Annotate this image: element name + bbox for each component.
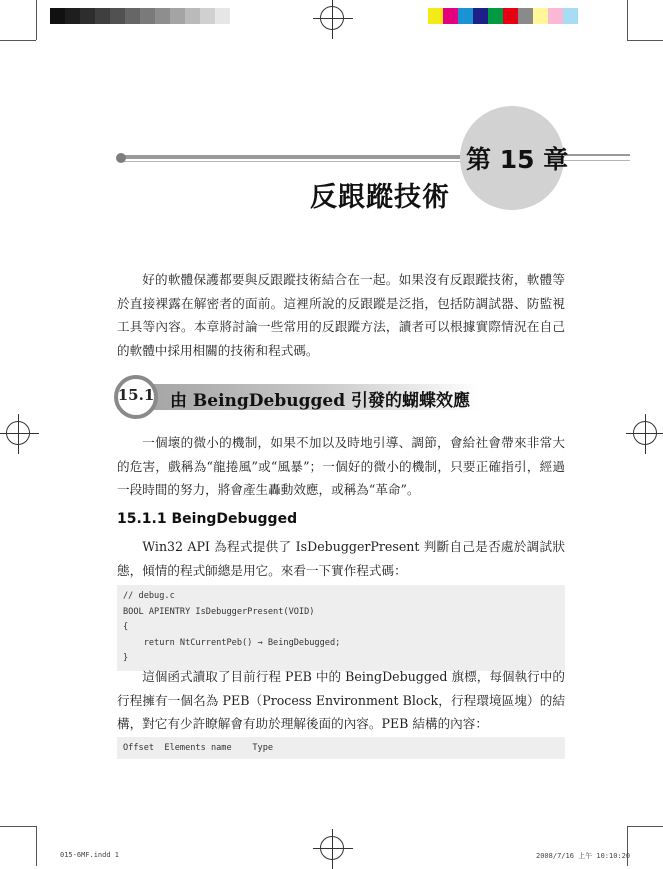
chapter-rule-thin	[120, 161, 464, 162]
code-block	[117, 585, 565, 671]
color-swatch	[473, 8, 488, 24]
grayscale-swatch-bar	[50, 8, 230, 24]
subsection-paragraph-2: 這個函式讀取了目前行程 PEB 中的 BeingDebugged 旗標，每個執行中的行程擁有一個名為 PEB（Process Environment Block，行程環境區塊）的結構，對它有少許瞭解會有助於理解後面的內容。PEB 結構的內容：	[117, 669, 565, 731]
code-line: {	[123, 622, 129, 632]
chapter-rule-right-thin	[560, 160, 630, 161]
color-swatch	[215, 8, 230, 24]
color-swatch	[50, 8, 65, 24]
section-number: 15.1	[117, 386, 155, 404]
subsection-paragraph-1: Win32 API 為程式提供了 IsDebuggerPresent 判斷自己是否處於調試狀態，傾情的程式師總是用它。來看一下實作程式碼：	[117, 539, 565, 578]
crop-mark	[36, 826, 37, 866]
table-header-row: Offset Elements name Type	[123, 743, 274, 753]
crop-mark	[627, 40, 663, 41]
color-swatch	[443, 8, 458, 24]
intro-paragraph: 好的軟體保護都要與反跟蹤技術結合在一起。如果沒有反跟蹤技術，軟體等於直接裸露在解密者的面前。這裡所說的反跟蹤是泛指，包括防調試器、防監視工具等內容。本章將討論一些常用的反跟蹤方法，讀者可以根據實際情況在自己的軟體中採用相關的技術和程式碼。	[117, 272, 565, 358]
color-swatch	[125, 8, 140, 24]
crop-mark	[0, 826, 36, 827]
registration-mark-left	[6, 421, 30, 445]
chapter-rule-right	[560, 154, 630, 156]
registration-mark-top	[320, 6, 344, 30]
color-swatch	[140, 8, 155, 24]
color-swatch	[110, 8, 125, 24]
color-swatch	[200, 8, 215, 24]
footer-timestamp: 2008/7/16 上午 10:10:20	[536, 852, 631, 860]
code-line: BOOL APIENTRY IsDebuggerPresent(VOID)	[123, 606, 315, 617]
color-swatch	[185, 8, 200, 24]
color-swatch	[170, 8, 185, 24]
color-swatch	[458, 8, 473, 24]
chapter-title: 反跟蹤技術	[310, 182, 450, 213]
chapter-number: 第 15 章	[466, 145, 569, 174]
subsection-title: 15.1.1 BeingDebugged	[117, 511, 298, 527]
color-swatch	[65, 8, 80, 24]
color-swatch	[95, 8, 110, 24]
code-line: // debug.c	[123, 591, 175, 601]
chapter-rule-dot	[116, 153, 126, 163]
color-swatch	[155, 8, 170, 24]
color-swatch	[503, 8, 518, 24]
section-title: 由 BeingDebugged 引發的蝴蝶效應	[170, 391, 471, 411]
registration-mark-right	[633, 421, 657, 445]
crop-mark	[627, 826, 663, 827]
footer-file-slug: 015-6MF.indd 1	[60, 851, 120, 859]
section-paragraph: 一個壞的微小的機制，如果不加以及時地引導、調節，會給社會帶來非常大的危害，戲稱為“龍捲風”或“風暴”；一個好的微小的機制，只要正確指引，經過一段時間的努力，將會產生轟動效應，或稱為“革命”。	[117, 435, 565, 497]
color-swatch	[533, 8, 548, 24]
code-line: return NtCurrentPeb() → BeingDebugged;	[123, 637, 341, 648]
crop-mark	[627, 0, 628, 40]
code-line: }	[123, 653, 129, 663]
color-swatch	[80, 8, 95, 24]
color-swatch	[563, 8, 578, 24]
crop-mark	[0, 40, 36, 41]
color-swatch	[488, 8, 503, 24]
registration-mark-bottom	[320, 836, 344, 860]
color-swatch	[548, 8, 563, 24]
crop-mark	[36, 0, 37, 40]
color-swatch	[428, 8, 443, 24]
color-swatch-bar	[428, 8, 578, 24]
structure-table-header	[117, 737, 565, 759]
color-swatch	[518, 8, 533, 24]
chapter-rule	[120, 155, 464, 159]
